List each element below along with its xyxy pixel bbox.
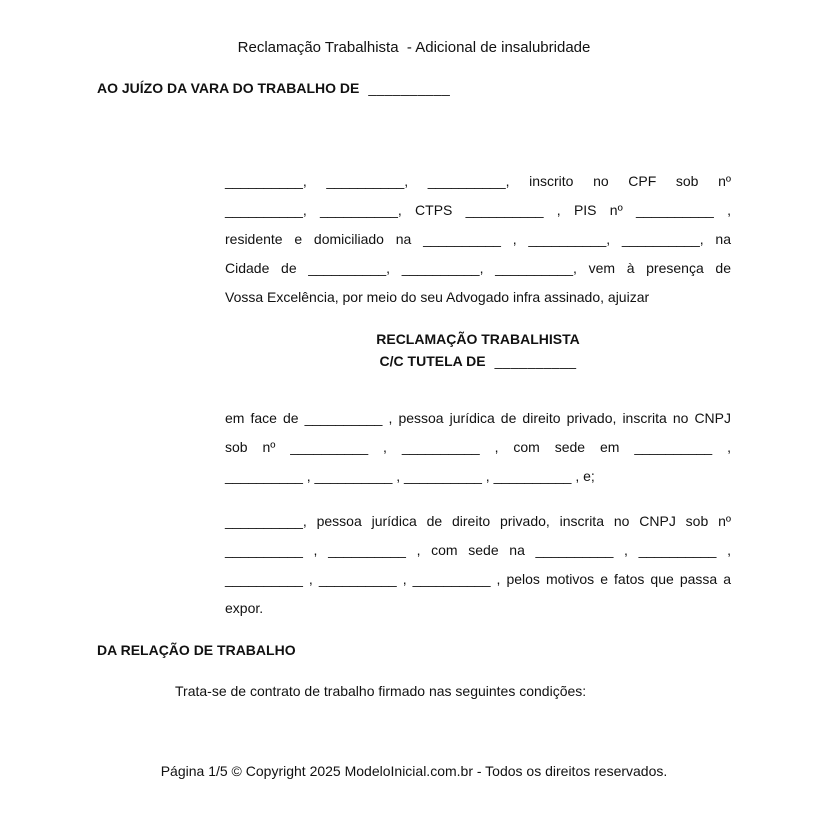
paragraph-line: __________, __________, CTPS __________ , PIS nº __________ ,	[225, 202, 731, 218]
court-heading	[97, 79, 450, 97]
action-heading-line2	[225, 350, 731, 372]
paragraph-line: residente e domiciliado na __________ , __________, __________, na	[225, 231, 731, 247]
claimant-paragraph	[225, 167, 731, 312]
court-heading-label: AO JUÍZO DA VARA DO TRABALHO DE	[97, 80, 360, 96]
paragraph-line: __________, pessoa jurídica de direito privado, inscrita no CNPJ sob nº	[225, 513, 731, 529]
action-heading-line2-label: C/C TUTELA DE	[379, 353, 486, 369]
paragraph-line: __________, __________, __________, inscrito no CPF sob nº	[225, 173, 731, 189]
action-heading-line1: RECLAMAÇÃO TRABALHISTA	[376, 331, 580, 347]
contract-intro-text: Trata-se de contrato de trabalho firmado nas seguintes condições:	[175, 683, 587, 699]
action-heading	[225, 328, 731, 372]
paragraph-line: __________ , __________ , __________ , pelos motivos e fatos que passa a	[225, 571, 731, 587]
page-footer: Página 1/5 © Copyright 2025 ModeloInicial.com.br - Todos os direitos reservados.	[160, 763, 668, 779]
paragraph-line: __________ , __________ , com sede na __________ , __________ ,	[225, 542, 731, 558]
paragraph-line: expor.	[225, 600, 264, 616]
paragraph-line: em face de __________ , pessoa jurídica de direito privado, inscrita no CNPJ	[225, 410, 731, 426]
first-defendant-paragraph	[225, 404, 731, 491]
court-heading-blank-field: __________	[368, 80, 451, 96]
paragraph-line: Cidade de __________, __________, __________, vem à presença de	[225, 260, 731, 276]
paragraph-line: __________ , __________ , __________ , __________ , e;	[225, 468, 595, 484]
paragraph-line: Vossa Excelência, por meio do seu Advogado infra assinado, ajuizar	[225, 289, 650, 305]
paragraph-line: sob nº __________ , __________ , com sede em __________ ,	[225, 439, 731, 455]
document-title: Reclamação Trabalhista - Adicional de insalubridade	[237, 39, 591, 56]
action-heading-blank-field: __________	[494, 353, 577, 369]
second-defendant-paragraph	[225, 507, 731, 623]
section-heading-work-relationship: DA RELAÇÃO DE TRABALHO	[97, 642, 296, 658]
